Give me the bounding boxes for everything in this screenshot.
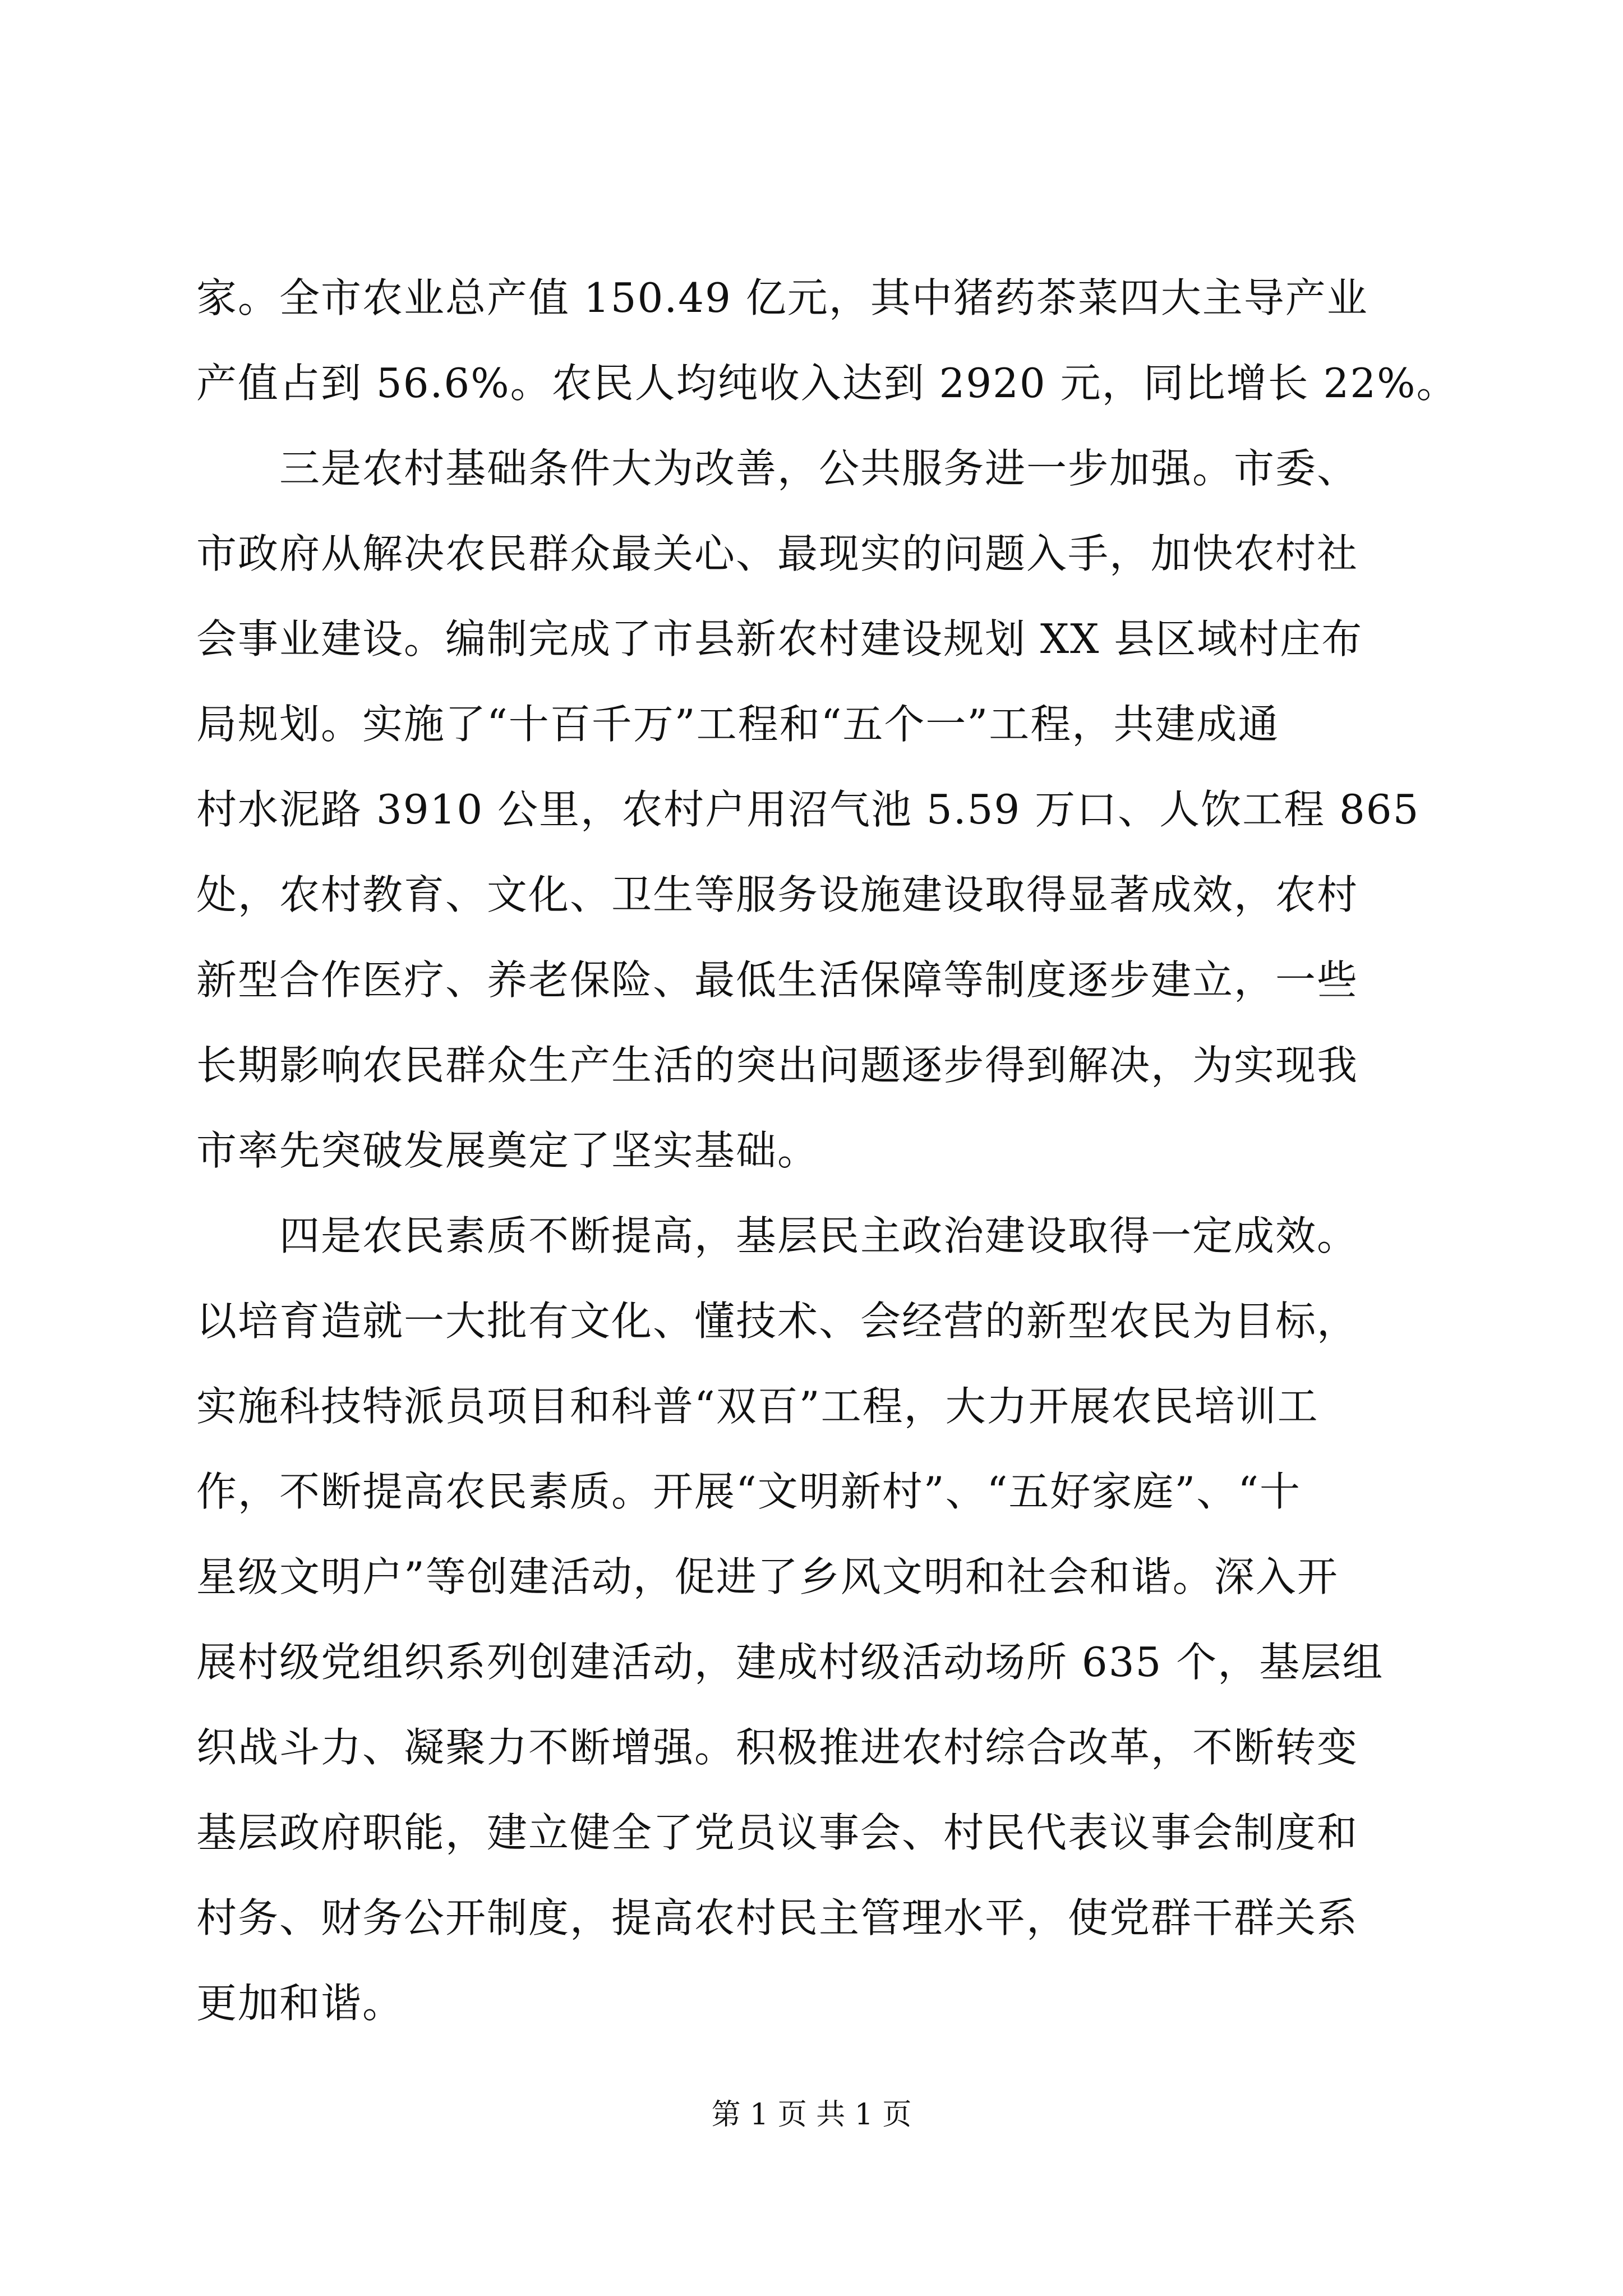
text-line: 织战斗力、凝聚力不断增强。积极推进农村综合改革，不断转变 [196, 1724, 1359, 1771]
paragraph-start-line: 四是农民素质不断提高，基层民主政治建设取得一定成效。 [196, 1212, 1359, 1259]
text-line: 实施科技特派员项目和科普“双百”工程，大力开展农民培训工 [196, 1383, 1319, 1430]
text-line: 局规划。实施了“十百千万”工程和“五个一”工程，共建成通 [196, 701, 1280, 748]
text-line: 市率先突破发展奠定了坚实基础。 [196, 1127, 819, 1174]
text-line: 展村级党组织系列创建活动，建成村级活动场所 635 个，基层组 [196, 1639, 1384, 1686]
text-line: 村务、财务公开制度，提高农村民主管理水平，使党群干群关系 [196, 1894, 1359, 1941]
text-line: 会事业建设。编制完成了市县新农村建设规划 XX 县区域村庄布 [196, 615, 1363, 662]
text-line: 以培育造就一大批有文化、懂技术、会经营的新型农民为目标， [196, 1297, 1359, 1345]
text-line: 更加和谐。 [196, 1980, 404, 2027]
text-line: 星级文明户”等创建活动，促进了乡风文明和社会和谐。深入开 [196, 1553, 1339, 1600]
text-line: 新型合作医疗、养老保险、最低生活保障等制度逐步建立，一些 [196, 956, 1359, 1004]
text-line: 长期影响农民群众生产生活的突出问题逐步得到解决，为实现我 [196, 1042, 1359, 1089]
text-line: 产值占到 56.6%。农民人均纯收入达到 2920 元，同比增长 22%。 [196, 360, 1458, 407]
text-line: 处，农村教育、文化、卫生等服务设施建设取得显著成效，农村 [196, 871, 1359, 918]
text-line: 市政府从解决农民群众最关心、最现实的问题入手，加快农村社 [196, 530, 1359, 577]
text-line: 作，不断提高农民素质。开展“文明新村”、“五好家庭”、“十 [196, 1468, 1302, 1515]
page-number-footer: 第 1 页 共 1 页 [711, 2098, 912, 2132]
paragraph-start-line: 三是农村基础条件大为改善，公共服务进一步加强。市委、 [196, 445, 1359, 492]
text-line: 家。全市农业总产值 150.49 亿元，其中猪药茶菜四大主导产业 [196, 274, 1368, 321]
text-line: 村水泥路 3910 公里，农村户用沼气池 5.59 万口、人饮工程 865 [196, 786, 1420, 833]
text-line: 基层政府职能，建立健全了党员议事会、村民代表议事会制度和 [196, 1809, 1359, 1856]
body-text [196, 255, 1458, 2046]
